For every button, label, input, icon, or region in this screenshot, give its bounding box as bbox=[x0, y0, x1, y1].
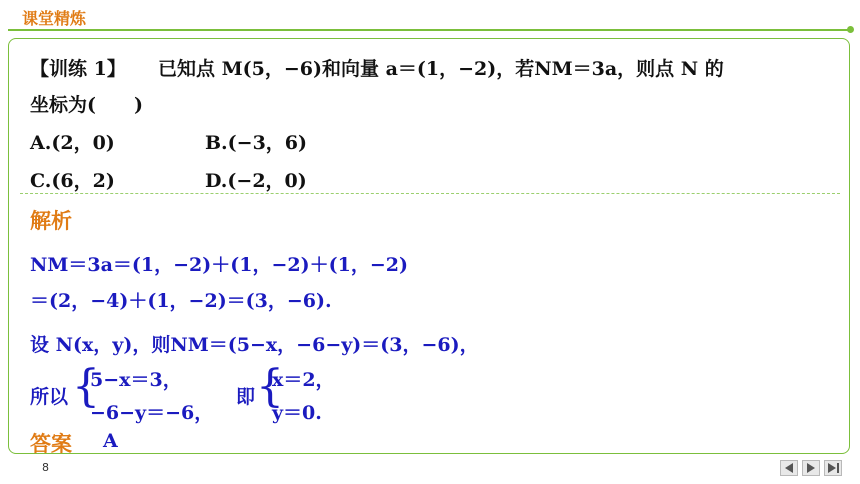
arrow-left-icon bbox=[785, 463, 793, 473]
header-title: 课堂精炼 bbox=[22, 9, 87, 28]
analysis-line-3: 设 N(x，y)，则NM＝(5−x，−6−y)＝(3，−6)， bbox=[30, 334, 479, 356]
left-brace-1: { bbox=[72, 361, 100, 412]
answer-value: A bbox=[103, 430, 118, 452]
divider-dashed bbox=[20, 193, 840, 194]
analysis-line-1: NM＝3a＝(1，−2)＋(1，−2)＋(1，−2) bbox=[30, 254, 408, 276]
option-b: B.(−3，6) bbox=[205, 132, 308, 154]
skip-end-icon bbox=[828, 463, 836, 473]
arrow-right-icon bbox=[807, 463, 815, 473]
skip-end-bar-icon bbox=[837, 463, 839, 473]
page-number: 8 bbox=[42, 461, 49, 474]
prev-page-button[interactable] bbox=[780, 460, 798, 476]
option-c: C.(6，2) bbox=[30, 170, 115, 192]
left-brace-2: { bbox=[256, 361, 284, 412]
header-dot bbox=[847, 26, 854, 33]
next-page-button[interactable] bbox=[802, 460, 820, 476]
system-1-eq-2: −6−y＝−6， bbox=[90, 402, 214, 424]
analysis-prefix: 所以 bbox=[30, 386, 69, 408]
question-line-1: 已知点 M(5，−6)和向量 a＝(1，−2)，若NM＝3a，则点 N 的 bbox=[158, 58, 724, 80]
header-rule bbox=[8, 29, 852, 31]
system-1-eq-1: 5−x＝3， bbox=[90, 369, 182, 391]
analysis-mid: 即 bbox=[236, 386, 256, 408]
last-page-button[interactable] bbox=[824, 460, 842, 476]
answer-label: 答案 bbox=[30, 432, 72, 456]
system-2-eq-1: x＝2， bbox=[272, 369, 335, 391]
system-2-eq-2: y＝0. bbox=[272, 402, 322, 424]
option-d: D.(−2，0) bbox=[205, 170, 307, 192]
analysis-line-2: ＝(2，−4)＋(1，−2)＝(3，−6). bbox=[30, 290, 332, 312]
option-a: A.(2，0) bbox=[30, 132, 115, 154]
analysis-label: 解析 bbox=[30, 209, 72, 233]
question-line-2: 坐标为( ) bbox=[30, 94, 143, 116]
question-tag: 【训练 1】 bbox=[30, 58, 126, 80]
